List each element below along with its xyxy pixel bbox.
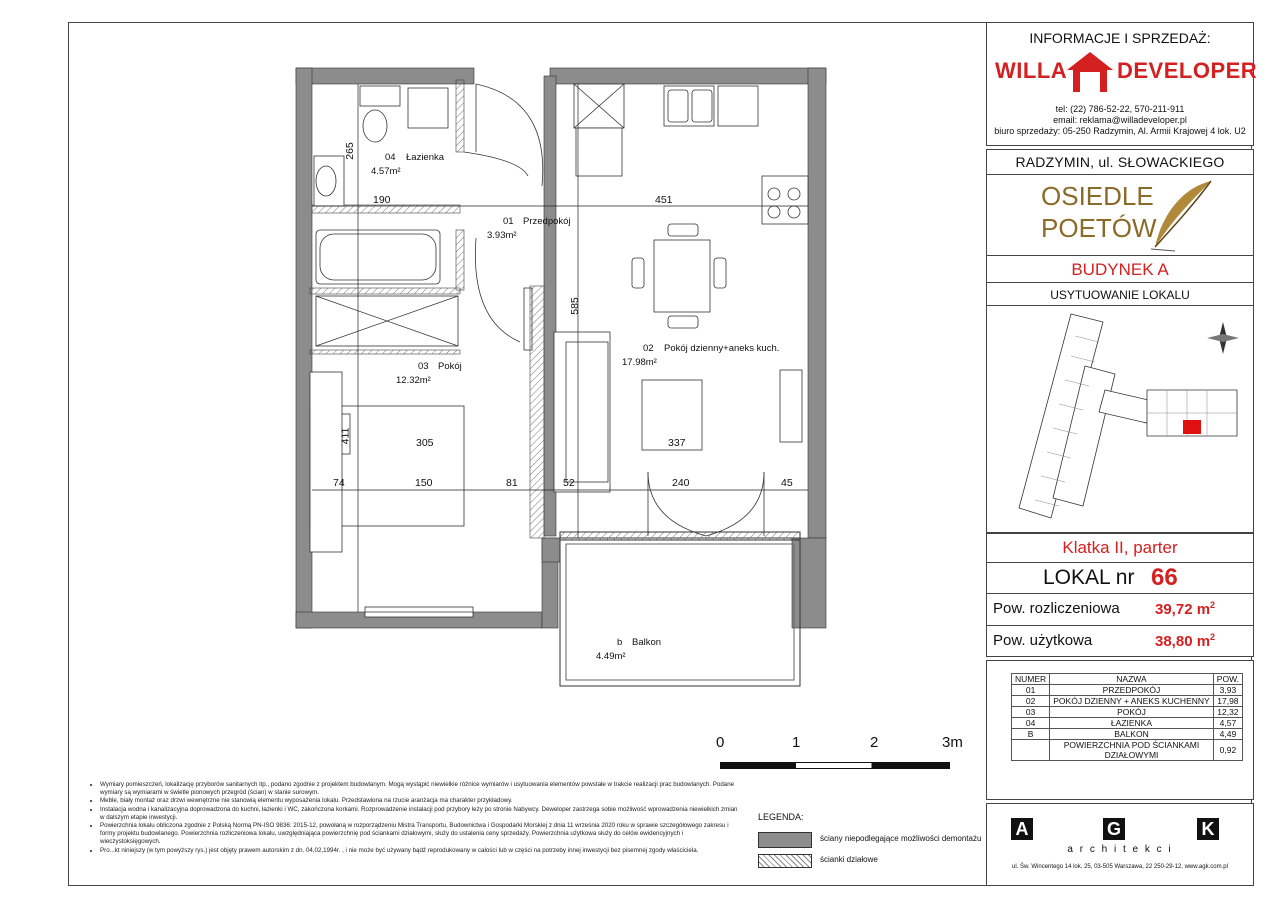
- bathroom-fixtures: [314, 86, 458, 346]
- room-02-area: 17.98m²: [622, 357, 657, 368]
- area-usable-unit-sup: 2: [1210, 632, 1216, 642]
- dim-585: 585: [568, 297, 581, 315]
- room-04-name: Łazienka: [406, 152, 445, 163]
- cell-area: 3,93: [1213, 685, 1242, 696]
- area-usable-value: 38,80 m: [1155, 633, 1211, 650]
- cell-name: PRZEDPOKÓJ: [1050, 685, 1214, 696]
- cell-name: POWIERZCHNIA POD ŚCIANKAMI DZIAŁOWYMI: [1050, 740, 1214, 761]
- table-row: [1012, 740, 1243, 761]
- unit-panel: [986, 533, 1254, 657]
- sales-phone: tel: (22) 786-52-22, 570-211-911: [1055, 104, 1185, 114]
- windows: [365, 607, 473, 617]
- room-03-name: Pokój: [438, 361, 462, 372]
- compass-icon: [1207, 322, 1239, 354]
- room-02-name: Pokój dzienny+aneks kuch.: [664, 343, 780, 354]
- room-table-panel: [986, 660, 1254, 800]
- note-1: • Wymiary pomieszczeń, lokalizację przyborów sanitarnych itp., podano zgodnie z projektem budowlanym. Mogą wystąpić niewielkie różnice wymiarów i usytuowania elementów powstałe w trakcie realizacji prac budowlanych. Podane wymiary są wymiarami w świetle pionowych przegród (ścian) w stanie surowym.: [100, 781, 740, 797]
- note-5: • Pro...kt niniejszy (w tym powyższy rys.) jest objęty prawem autorskim z dn. 04,02,1994r. , i nie może być używany bądź reprodukowany w całości lub w części na potrzeby innej inwestycji bez pisemnej zgody właściciela.: [100, 847, 740, 855]
- sales-header: INFORMACJE I SPRZEDAŻ:: [1029, 30, 1211, 46]
- dim-74: 74: [333, 477, 345, 489]
- logo-word-poetow: POETÓW: [1041, 213, 1157, 243]
- developer-logo: [987, 50, 1258, 98]
- sales-info-panel: [986, 22, 1258, 146]
- scale-tick-0: 0: [716, 734, 725, 751]
- room-b-name: Balkon: [632, 637, 662, 648]
- cell-area: 4,49: [1213, 729, 1242, 740]
- area-usable-row: [987, 625, 1253, 657]
- scale-bar: [716, 734, 963, 768]
- cell-num: B: [1012, 729, 1050, 740]
- room-table: [1011, 673, 1243, 761]
- col-name: NAZWA: [1050, 674, 1214, 685]
- agk-letter-g: G: [1103, 818, 1125, 840]
- room-01-area: 3.93m²: [487, 230, 517, 241]
- cell-name: POKÓJ DZIENNY + ANEKS KUCHENNY: [1050, 696, 1214, 707]
- cell-area: 0,92: [1213, 740, 1242, 761]
- room-01-number: 01: [503, 216, 514, 227]
- dim-451: 451: [655, 194, 673, 206]
- note-3: • Instalacja wodna i kanalizacyjna doprowadzona do kuchni, łazienki i WC, zakończona korkami. Rozprowadzenie instalacji pod przybory leży po stronie Nabywcy. Deweloper zastrzega sobie możliwość wprowadzenia niewielkich zmian w dalszym etapie inwestycji.: [100, 806, 740, 822]
- dim-190: 190: [373, 194, 391, 206]
- staircase-label: Klatka II, parter: [1062, 538, 1178, 557]
- osiedle-logo: [987, 174, 1253, 255]
- legend-swatch-structural: [758, 832, 812, 848]
- area-settle-row: [987, 593, 1253, 625]
- note-4: • Powierzchnia lokalu obliczona zgodnie z Polską Normą PN-ISO 9836: 2015-12, powołaną w rozporządzeniu Mistra Transportu, Budownictwa i Gospodarki Morskiej z dnia 11 września 2020 roku w sprawie szczegółowego zakresu i formy projektu budowlanego. Powierzchnia rozliczeniowa lokalu, uwzględniająca powierzchnię pod ściankami działowymi, służy do ustalenia ceny sprzedaży. Powierzchnia użytkowa służy do celów ewidencyjnych i wieczystoksięgowych.: [100, 822, 740, 847]
- agk-letter-a: A: [1011, 818, 1033, 840]
- cell-num: 01: [1012, 685, 1050, 696]
- table-row: [1012, 696, 1243, 707]
- area-settle-label: Pow. rozliczeniowa: [993, 600, 1120, 617]
- dim-411: 411: [339, 427, 352, 445]
- cell-num: 03: [1012, 707, 1050, 718]
- legend-item-structural: ściany niepodlegające możliwości demontażu: [820, 834, 982, 843]
- agk-logo: [987, 804, 1253, 860]
- legend-swatch-partition: [758, 854, 812, 868]
- room-03-number: 03: [418, 361, 429, 372]
- cell-num: [1012, 740, 1050, 761]
- unit-label: LOKAL nr: [1043, 566, 1135, 589]
- legend: [758, 812, 988, 864]
- unit-number: 66: [1151, 564, 1178, 591]
- site-plan: [987, 305, 1253, 522]
- dim-265: 265: [343, 142, 356, 160]
- project-location: RADZYMIN, ul. SŁOWACKIEGO: [1015, 154, 1225, 170]
- table-row: [1012, 718, 1243, 729]
- notes: [90, 781, 740, 855]
- dim-45: 45: [781, 477, 793, 489]
- scale-tick-1: 1: [792, 734, 801, 751]
- agk-word: a r c h i t e k c i: [1067, 844, 1173, 855]
- room-03-area: 12.32m²: [396, 375, 431, 386]
- cell-num: 04: [1012, 718, 1050, 729]
- logo-word-willa: WILLA: [995, 58, 1068, 83]
- site-title: USYTUOWANIE LOKALU: [987, 282, 1253, 305]
- room-b-number: b: [617, 637, 623, 648]
- area-settle-unit-sup: 2: [1210, 600, 1216, 610]
- dim-150: 150: [415, 477, 433, 489]
- kitchen-fixtures: [574, 84, 808, 224]
- cell-area: 17,98: [1213, 696, 1242, 707]
- dim-240: 240: [672, 477, 690, 489]
- dim-305: 305: [416, 437, 434, 449]
- room-table-header: [1012, 674, 1243, 685]
- scale-tick-3: 3m: [942, 734, 963, 751]
- sales-office: biuro sprzedaży: 05-250 Radzymin, Al. Armii Krajowej 4 lok. U2: [994, 126, 1246, 136]
- logo-word-developer: DEVELOPER: [1117, 58, 1258, 83]
- sales-email: email: reklama@willadeveloper.pl: [1053, 115, 1187, 125]
- table-row: [1012, 707, 1243, 718]
- table-row: [1012, 685, 1243, 696]
- cell-name: ŁAZIENKA: [1050, 718, 1214, 729]
- site-plan-map: [987, 306, 1253, 522]
- area-usable-label: Pow. użytkowa: [993, 632, 1093, 649]
- architect-panel: [986, 803, 1254, 886]
- table-row: [1012, 729, 1243, 740]
- cell-area: 12,32: [1213, 707, 1242, 718]
- legend-title: LEGENDA:: [758, 812, 804, 822]
- dim-81: 81: [506, 477, 518, 489]
- cell-name: POKÓJ: [1050, 707, 1214, 718]
- quill-icon: [1145, 177, 1217, 253]
- col-area: POW.: [1213, 674, 1242, 685]
- dim-52: 52: [563, 477, 575, 489]
- unit-location-marker: [1183, 420, 1201, 434]
- scale-tick-2: 2: [870, 734, 879, 751]
- project-panel: [986, 149, 1254, 533]
- balcony-outline: [560, 532, 800, 686]
- logo-word-osiedle: OSIEDLE: [1041, 181, 1154, 211]
- cell-num: 02: [1012, 696, 1050, 707]
- building-title: BUDYNEK A: [987, 255, 1253, 282]
- agk-letter-k: K: [1197, 818, 1219, 840]
- room-04-area: 4.57m²: [371, 166, 401, 177]
- floor-plan: [280, 60, 840, 700]
- col-number: NUMER: [1012, 674, 1050, 685]
- room-02-number: 02: [643, 343, 654, 354]
- room-b-area: 4.49m²: [596, 651, 626, 662]
- dim-337: 337: [668, 437, 686, 449]
- agk-address: ul. Św. Wincentego 14 lok. 25, 03-505 Warszawa, 22 250-29-12, www.agk.com.pl: [1012, 864, 1228, 870]
- room-04-number: 04: [385, 152, 396, 163]
- note-2: • Meble, biały montaż oraz drzwi wewnętrzne nie stanowią elementu wyposażenia lokalu. Przedstawiona na rzucie aranżacja ma charakter przykładowy.: [100, 797, 740, 805]
- cell-area: 4,57: [1213, 718, 1242, 729]
- house-logo-icon: [1065, 50, 1115, 94]
- legend-item-partition: ścianki działowe: [820, 855, 878, 864]
- unit-number-row: [987, 562, 1253, 593]
- area-settle-value: 39,72 m: [1155, 601, 1211, 618]
- room-01-name: Przedpokój: [523, 216, 571, 227]
- cell-name: BALKON: [1050, 729, 1214, 740]
